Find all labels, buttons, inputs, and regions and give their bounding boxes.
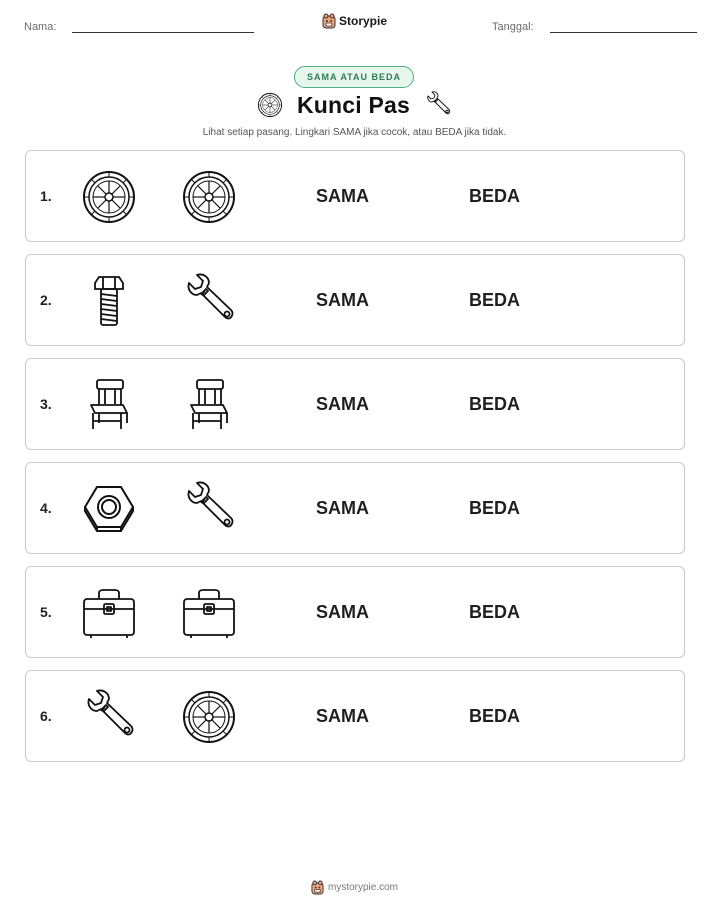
row-number: 5. [40, 604, 52, 620]
wrench-icon [181, 273, 237, 329]
chair-icon [181, 377, 237, 433]
toolbox-icon [181, 585, 237, 641]
footer [0, 880, 709, 895]
instructions: Lihat setiap pasang. Lingkari SAMA jika cocok, atau BEDA jika tidak. [202, 127, 507, 138]
row-number: 1. [40, 188, 52, 204]
hex-nut-icon [81, 481, 137, 537]
wheel-icon [81, 169, 137, 225]
row-number: 4. [40, 500, 52, 516]
same-option[interactable]: SAMA [316, 498, 369, 518]
exercise-row [25, 670, 685, 762]
chair-icon [81, 377, 137, 433]
wheel-icon [181, 689, 237, 745]
row-number: 6. [40, 708, 52, 724]
bolt-icon [81, 273, 137, 329]
brand-logo [322, 13, 387, 29]
wrench-icon [424, 91, 452, 119]
date-label: Tanggal: [492, 21, 534, 33]
exercise-row [25, 358, 685, 450]
wrench-icon [81, 689, 137, 745]
exercise-row [25, 150, 685, 242]
brand-name: Storypie [339, 14, 388, 28]
different-option[interactable]: BEDA [469, 186, 521, 206]
name-field[interactable] [24, 20, 254, 33]
date-line[interactable] [550, 20, 697, 33]
different-option[interactable]: BEDA [469, 498, 521, 518]
storypie-logo-icon [311, 880, 324, 895]
different-option[interactable]: BEDA [469, 394, 521, 414]
wheel-icon [181, 169, 237, 225]
exercise-row [25, 462, 685, 554]
wheel-icon [257, 92, 283, 118]
row-number: 2. [40, 292, 52, 308]
different-option[interactable]: BEDA [469, 290, 521, 310]
title-row [0, 91, 709, 119]
footer-url[interactable]: mystorypie.com [327, 882, 398, 893]
name-label: Nama: [24, 21, 57, 33]
worksheet-type-badge: SAMA ATAU BEDA [294, 66, 414, 88]
same-option[interactable]: SAMA [316, 706, 369, 726]
page-title: Kunci Pas [296, 91, 410, 118]
same-option[interactable]: SAMA [316, 602, 369, 622]
same-option[interactable]: SAMA [316, 290, 369, 310]
same-option[interactable]: SAMA [316, 186, 369, 206]
exercise-row [25, 254, 685, 346]
name-line[interactable] [72, 20, 254, 33]
storypie-logo-icon [322, 13, 336, 29]
date-field[interactable] [492, 20, 697, 33]
different-option[interactable]: BEDA [469, 706, 521, 726]
different-option[interactable]: BEDA [469, 602, 521, 622]
same-option[interactable]: SAMA [316, 394, 369, 414]
exercise-list [25, 150, 685, 774]
wrench-icon [181, 481, 237, 537]
exercise-row [25, 566, 685, 658]
row-number: 3. [40, 396, 52, 412]
toolbox-icon [81, 585, 137, 641]
